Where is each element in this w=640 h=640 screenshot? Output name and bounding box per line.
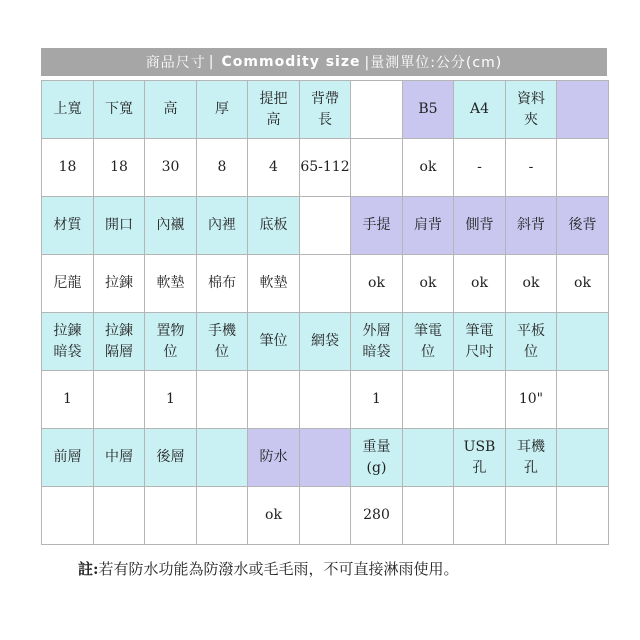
table-cell: 筆電 尺吋 — [454, 313, 506, 371]
table-cell — [300, 487, 351, 545]
table-row — [42, 81, 609, 139]
table-cell: 280 — [351, 487, 403, 545]
table-cell: 資料 夾 — [506, 81, 557, 139]
table-cell: 側背 — [454, 197, 506, 255]
table-cell: ok — [351, 255, 403, 313]
table-cell — [197, 429, 248, 487]
table-cell: 材質 — [42, 197, 94, 255]
table-cell — [351, 81, 403, 139]
table-cell: 10" — [506, 371, 557, 429]
table-cell — [248, 371, 300, 429]
table-cell: 1 — [351, 371, 403, 429]
table-cell: 4 — [248, 139, 300, 197]
table-row — [42, 487, 609, 545]
footnote-text: 若有防水功能為防潑水或毛毛雨，不可直接淋雨使用。 — [98, 560, 459, 578]
table-cell — [403, 487, 454, 545]
table-cell: 18 — [42, 139, 94, 197]
table-cell: ok — [403, 255, 454, 313]
table-cell — [403, 429, 454, 487]
table-cell: 肩背 — [403, 197, 454, 255]
table-cell — [403, 371, 454, 429]
table-cell: 防水 — [248, 429, 300, 487]
table-cell: ok — [248, 487, 300, 545]
table-cell: A4 — [454, 81, 506, 139]
table-cell: 置物 位 — [145, 313, 197, 371]
table-cell: 背帶 長 — [300, 81, 351, 139]
table-cell — [351, 139, 403, 197]
table-cell: 內襯 — [145, 197, 197, 255]
spec-table — [41, 80, 609, 545]
table-cell — [557, 81, 609, 139]
header-separator: | — [208, 54, 215, 70]
table-cell: 厚 — [197, 81, 248, 139]
footnote — [78, 558, 459, 579]
table-cell: 拉鍊 隔層 — [94, 313, 145, 371]
table-row — [42, 313, 609, 371]
table-cell — [300, 197, 351, 255]
table-cell: 重量 (g) — [351, 429, 403, 487]
table-cell: 軟墊 — [145, 255, 197, 313]
table-cell — [197, 487, 248, 545]
table-cell: 拉鍊 暗袋 — [42, 313, 94, 371]
table-cell: ok — [557, 255, 609, 313]
table-cell: 開口 — [94, 197, 145, 255]
table-cell: 筆電 位 — [403, 313, 454, 371]
table-cell: 65-112 — [300, 139, 351, 197]
table-cell: USB 孔 — [454, 429, 506, 487]
table-cell: 平板 位 — [506, 313, 557, 371]
table-cell: 中層 — [94, 429, 145, 487]
table-cell: 底板 — [248, 197, 300, 255]
table-cell: 提把 高 — [248, 81, 300, 139]
table-cell: ok — [506, 255, 557, 313]
table-cell — [557, 139, 609, 197]
footnote-mark: 註: — [78, 560, 99, 578]
table-cell — [557, 487, 609, 545]
table-cell: 上寬 — [42, 81, 94, 139]
table-cell: 軟墊 — [248, 255, 300, 313]
table-cell: 1 — [145, 371, 197, 429]
table-cell: - — [506, 139, 557, 197]
header-unit: |量測單位:公分(cm) — [364, 55, 503, 71]
table-cell — [94, 487, 145, 545]
table-cell — [506, 487, 557, 545]
table-cell: 棉布 — [197, 255, 248, 313]
table-cell: ok — [403, 139, 454, 197]
table-cell — [557, 313, 609, 371]
table-cell — [94, 371, 145, 429]
table-cell: 30 — [145, 139, 197, 197]
table-cell: 後背 — [557, 197, 609, 255]
table-cell — [454, 371, 506, 429]
table-cell: 下寬 — [94, 81, 145, 139]
table-row — [42, 429, 609, 487]
table-cell: 手提 — [351, 197, 403, 255]
table-cell: 前層 — [42, 429, 94, 487]
table-cell: 網袋 — [300, 313, 351, 371]
table-cell — [300, 429, 351, 487]
table-cell — [300, 255, 351, 313]
header-title-en: Commodity size — [221, 54, 361, 70]
table-cell: 後層 — [145, 429, 197, 487]
table-cell: 內裡 — [197, 197, 248, 255]
table-cell — [145, 487, 197, 545]
table-row — [42, 139, 609, 197]
table-cell: 外層 暗袋 — [351, 313, 403, 371]
table-cell — [42, 487, 94, 545]
table-row — [42, 371, 609, 429]
header-bar — [41, 48, 607, 76]
table-cell: 斜背 — [506, 197, 557, 255]
table-cell: 筆位 — [248, 313, 300, 371]
table-row — [42, 255, 609, 313]
table-cell: 高 — [145, 81, 197, 139]
table-cell: 尼龍 — [42, 255, 94, 313]
table-cell: B5 — [403, 81, 454, 139]
table-cell: 1 — [42, 371, 94, 429]
table-cell: 耳機 孔 — [506, 429, 557, 487]
table-cell — [557, 429, 609, 487]
table-cell: 拉鍊 — [94, 255, 145, 313]
table-cell — [300, 371, 351, 429]
table-cell: - — [454, 139, 506, 197]
table-cell: 18 — [94, 139, 145, 197]
table-cell — [557, 371, 609, 429]
table-cell: 手機 位 — [197, 313, 248, 371]
table-cell — [197, 371, 248, 429]
header-title-zh: 商品尺寸 — [145, 55, 206, 71]
table-cell: ok — [454, 255, 506, 313]
table-cell: 8 — [197, 139, 248, 197]
table-row — [42, 197, 609, 255]
table-cell — [454, 487, 506, 545]
